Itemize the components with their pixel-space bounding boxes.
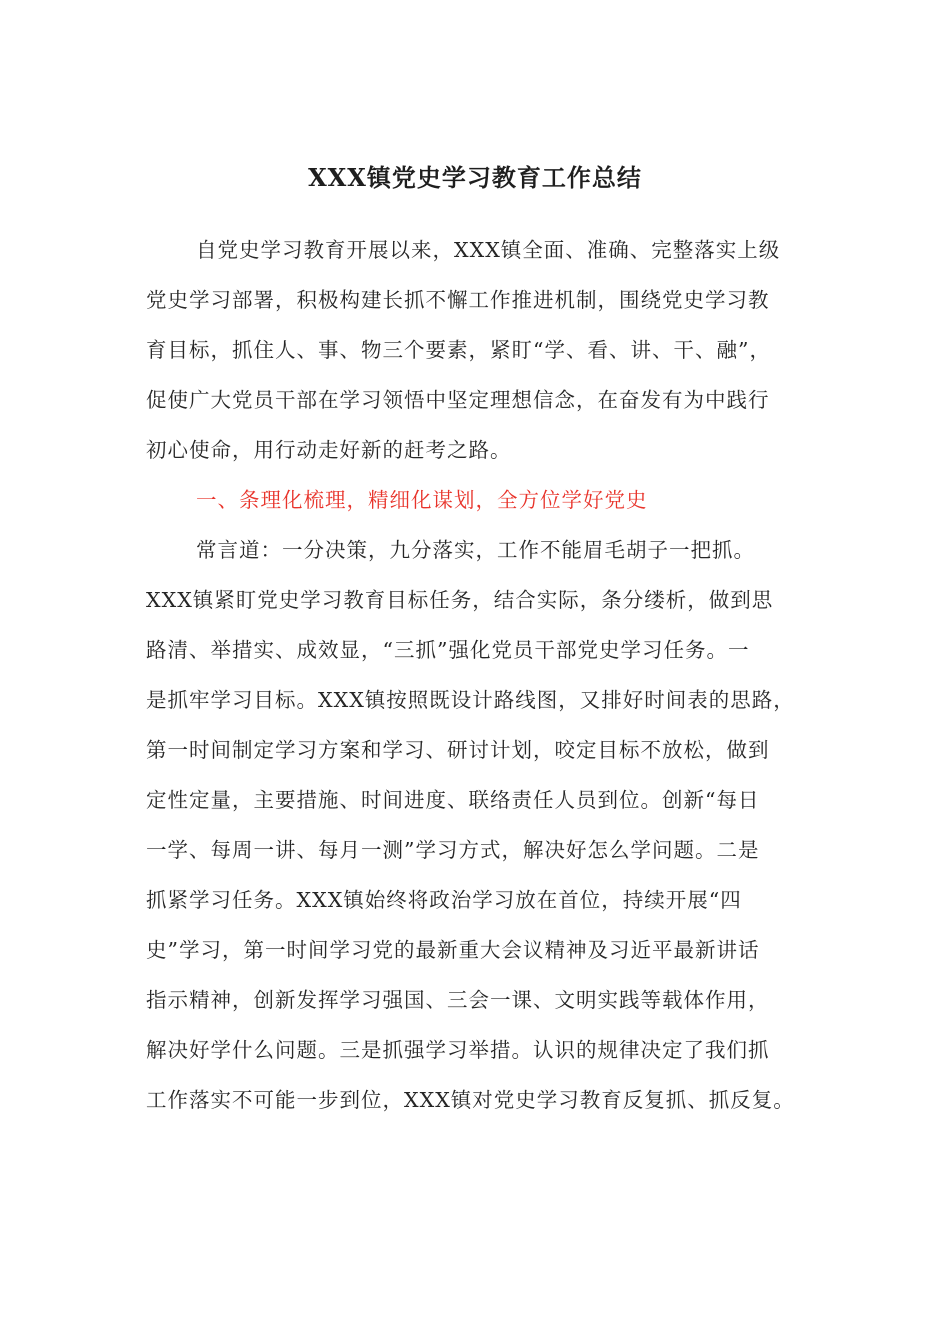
paragraph-2-line-8: 抓紧学习任务。XXX镇始终将政治学习放在首位，持续开展“四 [146,888,742,912]
paragraph-2-line-6: 定性定量，主要措施、时间进度、联络责任人员到位。创新“每日 [146,788,760,812]
document-title: XXX镇党史学习教育工作总结 [308,163,642,192]
paragraph-2-line-11: 解决好学什么问题。三是抓强学习举措。认识的规律决定了我们抓 [146,1038,770,1062]
paragraph-2-line-10: 指示精神，创新发挥学习强国、三会一课、文明实践等载体作用， [146,988,770,1012]
paragraph-2-line-7: 一学、每周一讲、每月一测”学习方式，解决好怎么学问题。二是 [146,838,760,862]
section-heading-1: 一、条理化梳理，精细化谋划，全方位学好党史 [196,488,648,512]
paragraph-1-line-2: 党史学习部署，积极构建长抓不懈工作推进机制，围绕党史学习教 [146,288,770,312]
paragraph-2-line-1: 常言道：一分决策，九分落实，工作不能眉毛胡子一把抓。 [196,538,755,562]
paragraph-2-line-12: 工作落实不可能一步到位，XXX镇对党史学习教育反复抓、抓反复。 [146,1088,795,1112]
paragraph-1-line-1: 自党史学习教育开展以来，XXX镇全面、准确、完整落实上级 [196,238,781,262]
paragraph-2-line-2: XXX镇紧盯党史学习教育目标任务，结合实际，条分缕析，做到思 [146,588,774,612]
paragraph-2-line-5: 第一时间制定学习方案和学习、研讨计划，咬定目标不放松，做到 [146,738,770,762]
paragraph-1-line-3: 育目标，抓住人、事、物三个要素，紧盯“学、看、讲、干、融”， [146,338,771,362]
paragraph-2-line-3: 路清、举措实、成效显，“三抓”强化党员干部党史学习任务。一 [146,638,750,662]
paragraph-2-line-9: 史”学习，第一时间学习党的最新重大会议精神及习近平最新讲话 [146,938,760,962]
paragraph-2-line-4: 是抓牢学习目标。XXX镇按照既设计路线图，又排好时间表的思路， [146,688,795,712]
paragraph-1-line-5: 初心使命，用行动走好新的赶考之路。 [146,438,512,462]
paragraph-1-line-4: 促使广大党员干部在学习领悟中坚定理想信念，在奋发有为中践行 [146,388,770,412]
